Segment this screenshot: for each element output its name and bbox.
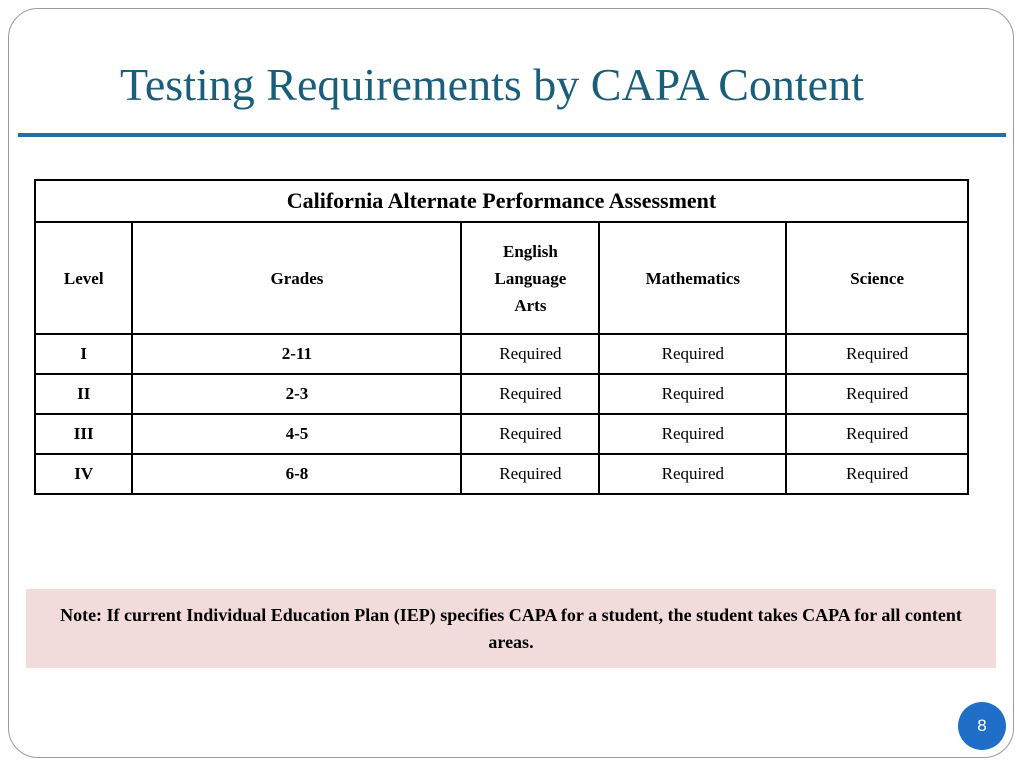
table-row [35, 374, 968, 414]
table-header-row [35, 222, 968, 334]
cell-grades: 2-3 [132, 374, 461, 414]
header-ela [461, 222, 599, 334]
table-row [35, 414, 968, 454]
cell-level: I [35, 334, 132, 374]
cell-grades: 2-11 [132, 334, 461, 374]
cell-grades: 6-8 [132, 454, 461, 494]
note-box [26, 589, 996, 668]
table-caption-row [35, 180, 968, 222]
cell-ela: Required [461, 414, 599, 454]
note-text: Note: If current Individual Education Plan (IEP) specifies CAPA for a student, the student takes CAPA for all content areas. [60, 604, 962, 652]
cell-level: IV [35, 454, 132, 494]
cell-science: Required [786, 374, 968, 414]
slide-title: Testing Requirements by CAPA Content [120, 59, 864, 110]
page-number-badge: 8 [958, 702, 1006, 750]
table-row [35, 454, 968, 494]
cell-ela: Required [461, 374, 599, 414]
table-row [35, 334, 968, 374]
capa-requirements-table [34, 179, 969, 495]
header-grades: Grades [132, 222, 461, 334]
cell-math: Required [599, 334, 786, 374]
cell-math: Required [599, 414, 786, 454]
cell-math: Required [599, 374, 786, 414]
header-science: Science [786, 222, 968, 334]
cell-science: Required [786, 414, 968, 454]
cell-ela: Required [461, 334, 599, 374]
title-underline [18, 133, 1006, 137]
cell-level: III [35, 414, 132, 454]
cell-grades: 4-5 [132, 414, 461, 454]
header-ela-label: English Language Arts [494, 241, 567, 315]
cell-ela: Required [461, 454, 599, 494]
cell-level: II [35, 374, 132, 414]
header-math: Mathematics [599, 222, 786, 334]
cell-math: Required [599, 454, 786, 494]
cell-science: Required [786, 334, 968, 374]
table-caption: California Alternate Performance Assessment [35, 180, 968, 222]
cell-science: Required [786, 454, 968, 494]
header-level: Level [35, 222, 132, 334]
